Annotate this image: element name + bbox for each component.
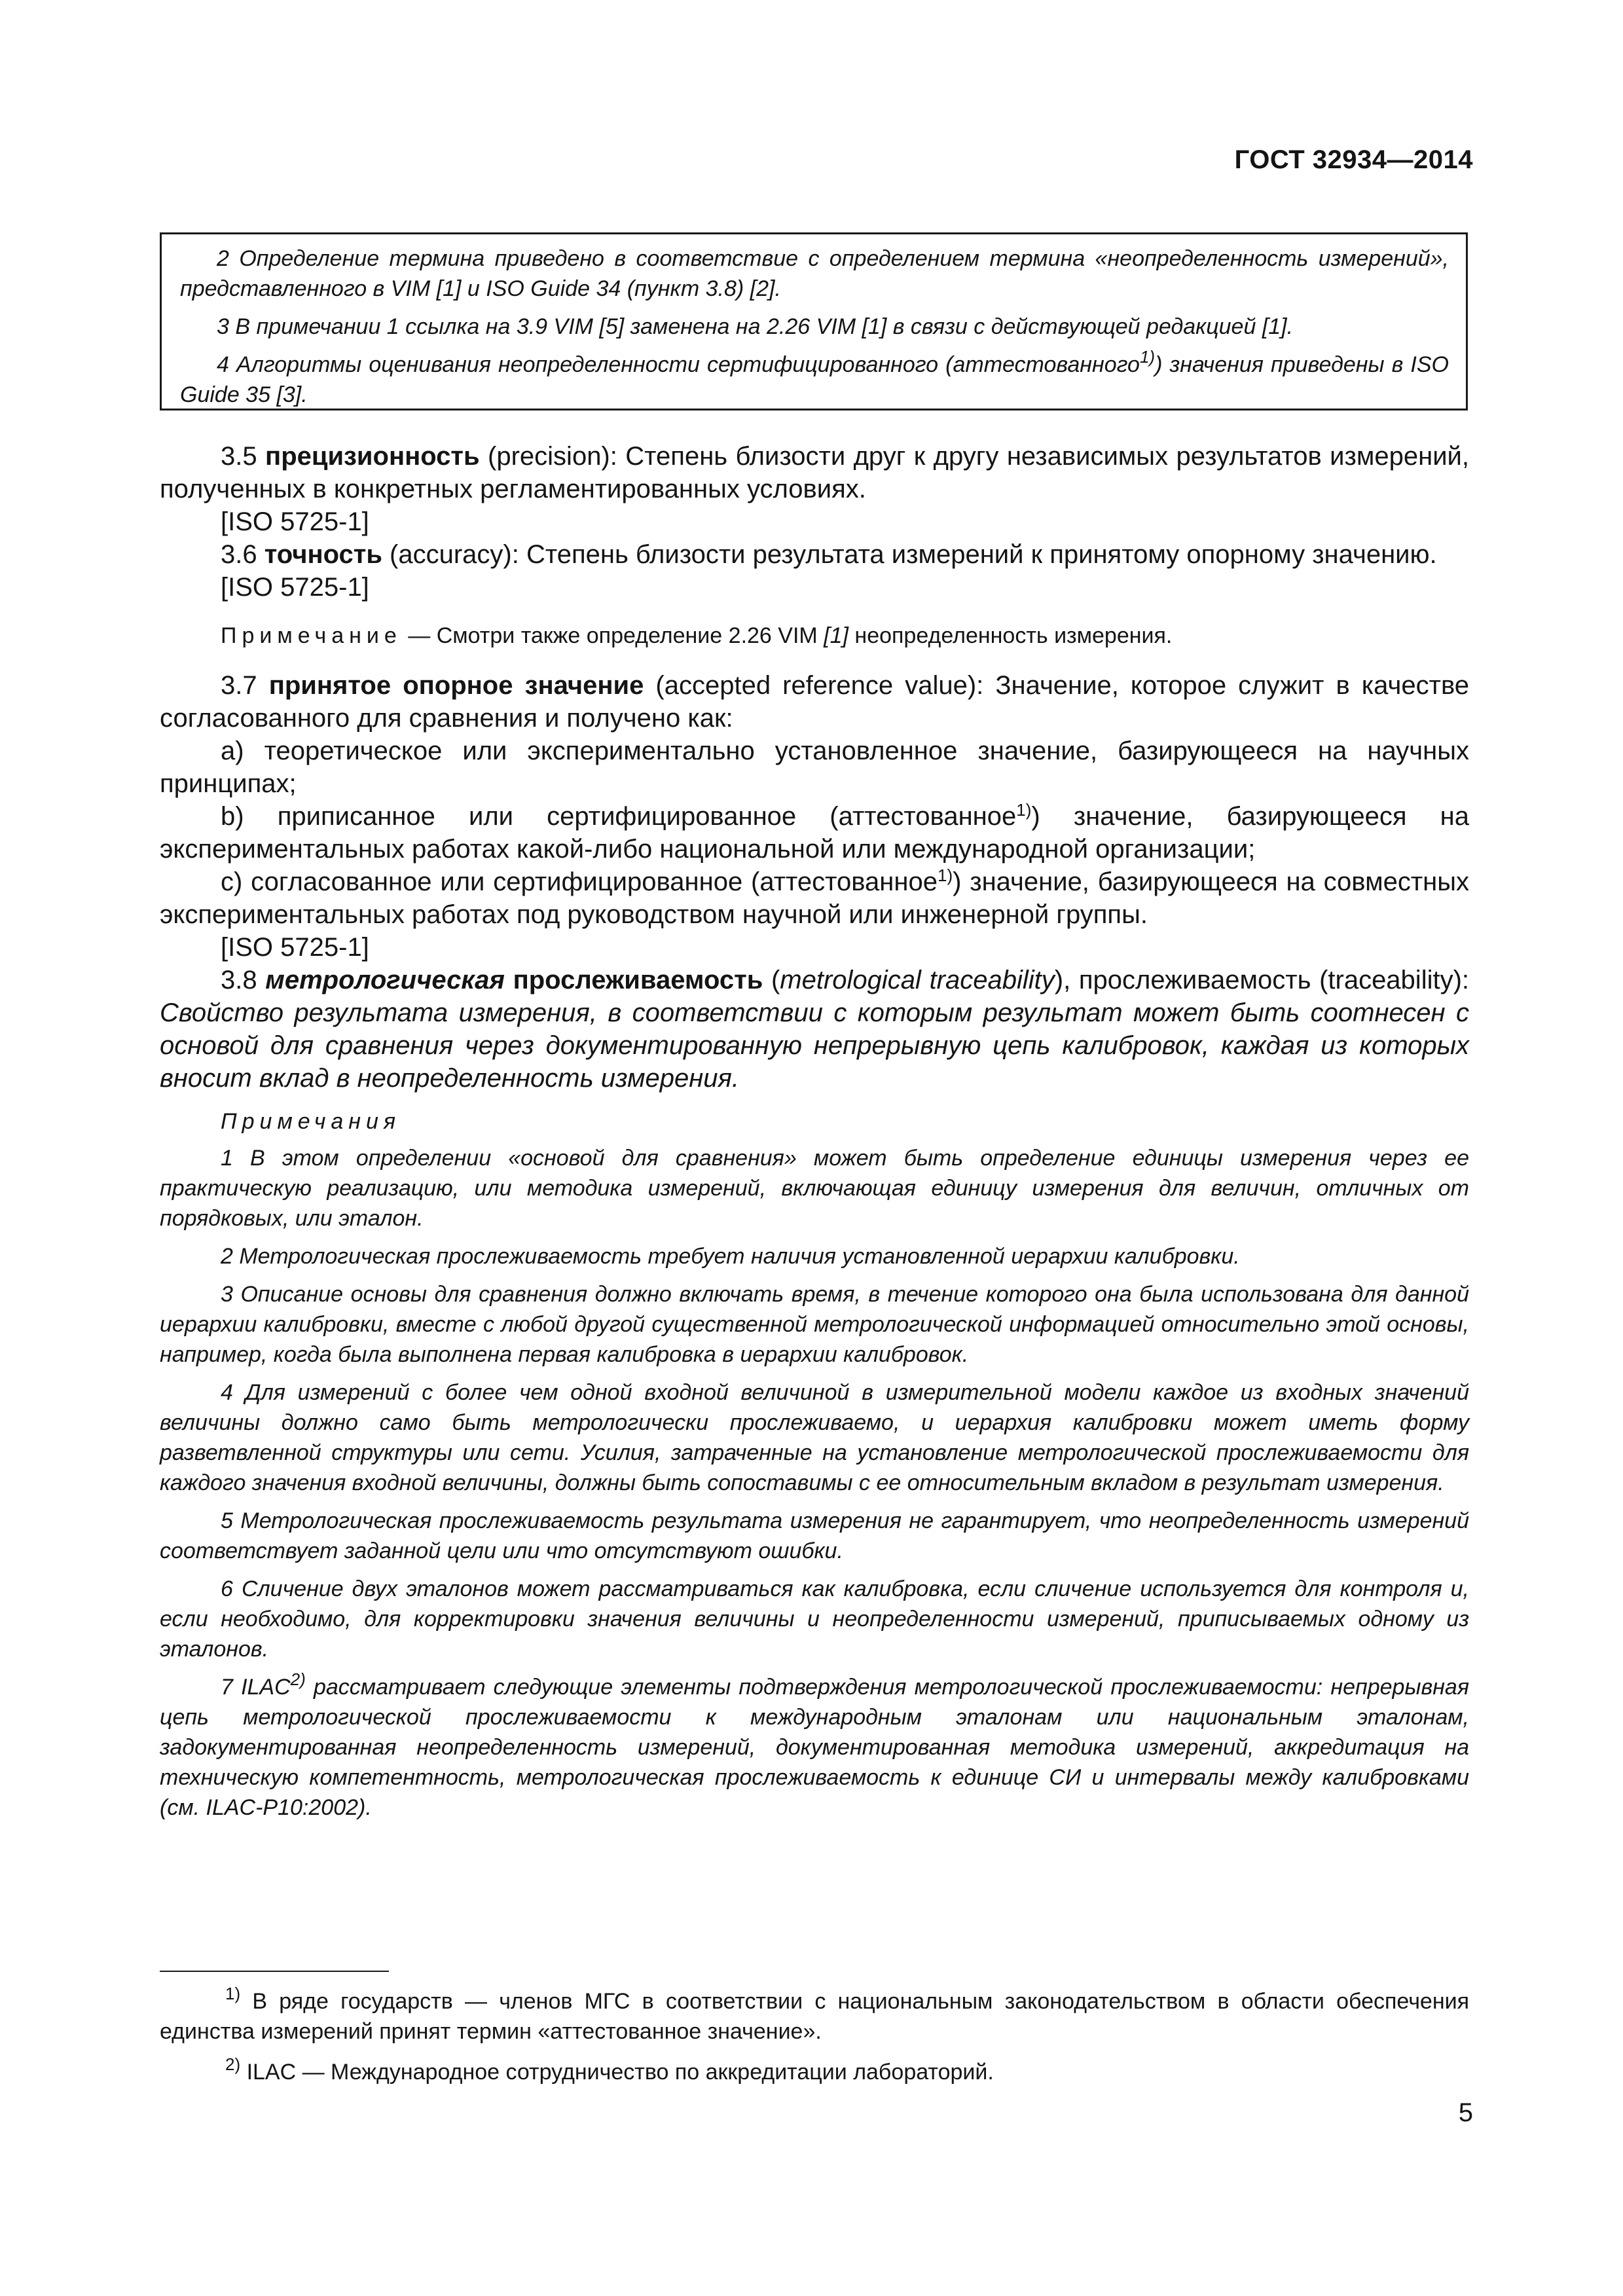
footnotes [160,1986,1469,2098]
term-title: точность [264,540,382,569]
footnote-ref: 1) [937,866,953,885]
footnote-divider [160,1971,389,1972]
note-7: 7 ILAC$^{2)}$ рассматривает следующие элементы подтверждения метрологической прослеживаемости: непрерывная цепь метрологической прослеживаемости к международным эталонам или национальным эталонам, задокументированная неопределенность измерений, документированная методика измерений, аккредитация на техническую компетентность, метрологическая прослеживаемость к единице СИ и интервалы между калибровками (см. ILAC-P10:2002). [160,1669,1469,1820]
footnote-mark: 2) [225,2054,241,2074]
term-3-7-item-b: b) приписанное или сертифицированное (аттестованное$^{1)}$) значение, базирующееся на экспериментальных работах какой-либо национальной или международной организации; [160,800,1469,864]
term-3-5-ref: [ISO 5725-1] [221,507,369,536]
term-3-7-item-c: с) согласованное или сертифицированное (аттестованное$^{1)}$) значение, базирующееся на совместных экспериментальных работах под руководством научной или инженерной группы. [160,866,1469,929]
note-6: 6 Сличение двух эталонов может рассматриваться как калибровка, если сличение используется для контроля и, если необходимо, для корректировки значения величины и неопределенности измерений, приписываемых одному из эталонов. [160,1576,1469,1662]
box-note-2: 2 Определение термина приведено в соответствие с определением термина «неопределенность измерений», представленного в VIM [1] и ISO Guide 34 (пункт 3.8) [2]. [180,246,1449,301]
notes-label: Примечания [221,1109,401,1134]
term-3-6-note: Примечание — Смотри также определение 2.26 VIM [1] неопределенность измерения. [221,623,1173,648]
term-3-6: 3.6 точность (accuracy): Степень близости результата измерений к принятому опорному значению. [221,540,1437,569]
box-note-4: 4 Алгоритмы оценивания неопределенности сертифицированного (аттестованного$^{1)}$) значения приведены в ISO Guide 35 [3]. [180,347,1450,407]
page-number: 5 [1458,2098,1473,2127]
note-4: 4 Для измерений с более чем одной входной величиной в измерительной модели каждое из входных значений величины должно само быть метрологически прослеживаемо, и иерархия калибровки может иметь форму разветвленной структуры или сети. Усилия, затраченные на установление метрологической прослеживаемости для каждого значения входной величины, должны быть сопоставимы с ее относительным вкладом в результат измерения. [160,1380,1469,1495]
footnote-ref: 1) [1139,347,1156,367]
note-3: 3 Описание основы для сравнения должно включать время, в течение которого она была использована для данной иерархии калибровки, вместе с любой другой существенной метрологической информацией относительно этой основы, например, когда была выполнена первая калибровка в иерархии калибровок. [160,1282,1469,1367]
term-3-7-item-a: а) теоретическое или экспериментально установленное значение, базирующееся на научных принципах; [160,737,1469,798]
footnote-ref: 2) [290,1669,306,1689]
notes-box [160,232,1468,410]
note-2: 2 Метрологическая прослеживаемость требует наличия установленной иерархии калибровки. [221,1244,1240,1269]
term-3-7: 3.7 принятое опорное значение (accepted reference value): Значение, которое служит в качестве согласованного для сравнения и получено как: [160,671,1469,733]
term-title: принятое опорное значение [268,671,644,700]
box-note-3: 3 В примечании 1 ссылка на 3.9 VIM [5] заменена на 2.26 VIM [1] в связи с действующей редакцией [1]. [217,314,1294,339]
footnote-1: $^{1)}$ В ряде государств — членов МГС в соответствии с национальным законодательством в области обеспечения единства измерений принят термин «аттестованное значение». [160,1984,1469,2044]
main-text [160,440,1469,1823]
note-1: 1 В этом определении «основой для сравнения» может быть определение единицы измерения через ее практическую реализацию, или методика измерений, включающая единицу измерения для величин, отличных от порядковых, или эталон. [160,1146,1469,1231]
footnote-mark: 1) [225,1984,241,2003]
term-3-7-ref: [ISO 5725-1] [221,933,369,962]
term-title: метрологическая [265,966,505,994]
footnote-2: $^{2)}$ ILAC — Международное сотрудничество по аккредитации лабораторий. [225,2054,994,2085]
doc-number: ГОСТ 32934—2014 [1234,145,1473,174]
term-3-6-ref: [ISO 5725-1] [221,573,369,602]
term-3-5: 3.5 прецизионность (precision): Степень близости друг к другу независимых результатов измерений, полученных в конкретных регламентированных условиях. [160,442,1469,503]
footnote-ref: 1) [1016,800,1032,820]
term-title: прецизионность [265,442,480,471]
term-3-8: 3.8 метрологическая прослеживаемость (metrological traceability), прослеживаемость (traceability): Свойство результата измерения, в соответствии с которым результат может быть соотнесен с основой для сравнения через документированную непрерывную цепь калибровок, каждая из которых вносит вклад в неопределенность измерения. [160,966,1470,1093]
note-5: 5 Метрологическая прослеживаемость результата измерения не гарантирует, что неопределенность измерений соответствует заданной цели или что отсутствуют ошибки. [160,1508,1469,1563]
term-3-8-notes [160,1106,1469,1823]
